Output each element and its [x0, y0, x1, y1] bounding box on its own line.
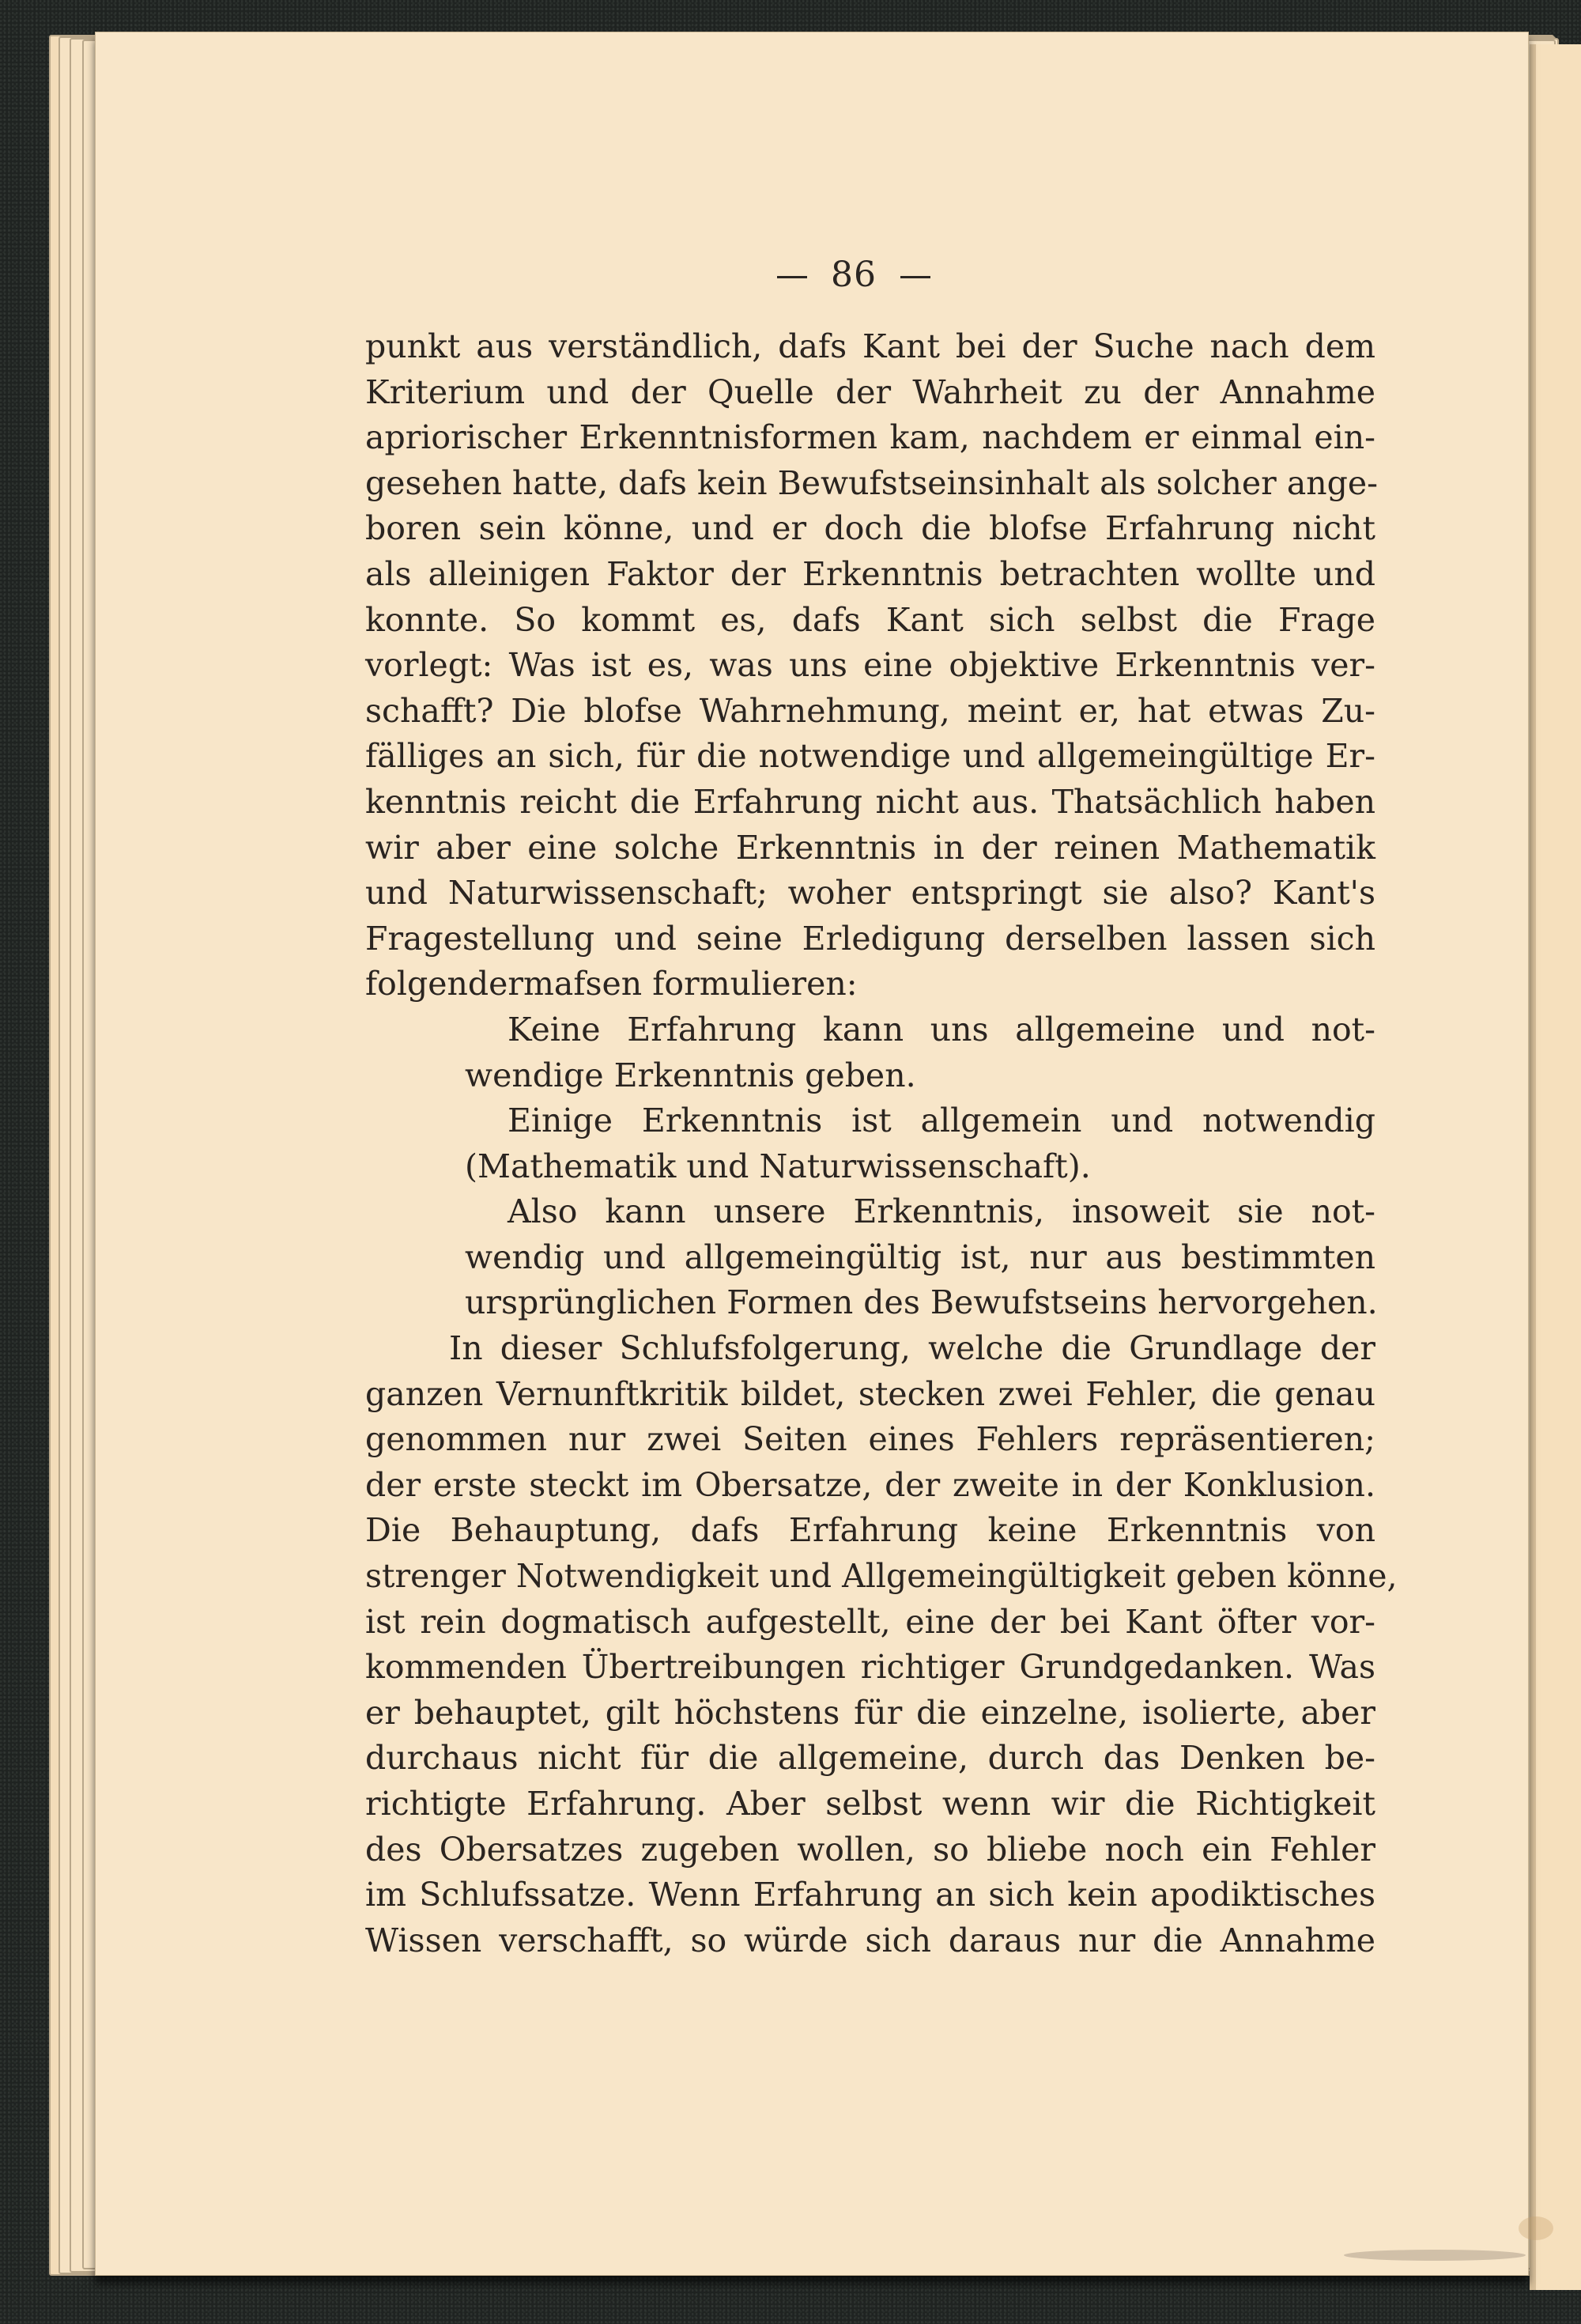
page-number-value: 86	[831, 255, 877, 295]
syllogism-major-premise: Keine Erfahrung kann uns allgemeine und not-	[508, 1010, 1375, 1049]
page-number-dash-right	[900, 276, 930, 278]
text-line: richtigte Erfahrung. Aber selbst wenn wir die Richtigkeit	[365, 1785, 1375, 1823]
text-line: fälliges an sich, für die notwendige und allgemeingültige Er-	[365, 737, 1375, 776]
syllogism-major-premise-cont: wendige Erkenntnis geben.	[465, 1056, 916, 1094]
text-line: boren sein könne, und er doch die blofse Erfahrung nicht	[365, 509, 1375, 548]
syllogism-conclusion-cont: wendig und allgemeingültig ist, nur aus bestimmten	[465, 1238, 1375, 1276]
text-line: der erste steckt im Obersatze, der zweite in der Konklusion.	[365, 1465, 1375, 1504]
text-line: Kriterium und der Quelle der Wahrheit zu der Annahme	[365, 372, 1375, 411]
page-shadow	[1344, 2250, 1526, 2261]
text-line: punkt aus verständlich, dafs Kant bei der Suche nach dem	[365, 327, 1375, 365]
page-number-dash-left	[777, 276, 807, 278]
text-line: er behauptet, gilt höchstens für die einzelne, isolierte, aber	[365, 1693, 1375, 1732]
text-line: als alleinigen Faktor der Erkenntnis betrachten wollte und	[365, 554, 1375, 593]
text-line: Fragestellung und seine Erledigung derselben lassen sich	[365, 919, 1375, 958]
syllogism-conclusion-cont: ursprünglichen Formen des Bewufstseins hervorgehen.	[465, 1283, 1378, 1322]
text-line: im Schlufssatze. Wenn Erfahrung an sich kein apodiktisches	[365, 1876, 1375, 1914]
text-line: ganzen Vernunftkritik bildet, stecken zwei Fehler, die genau	[365, 1374, 1375, 1413]
syllogism-conclusion: Also kann unsere Erkenntnis, insoweit sie not-	[508, 1192, 1375, 1231]
adjacent-page-strip	[1530, 44, 1581, 2290]
text-line: In dieser Schlufsfolgerung, welche die Grundlage der	[449, 1329, 1375, 1368]
paper-stain	[1519, 2216, 1553, 2240]
text-line: kenntnis reicht die Erfahrung nicht aus. Thatsächlich haben	[365, 782, 1375, 821]
text-line: strenger Notwendigkeit und Allgemeingültigkeit geben könne,	[365, 1557, 1398, 1596]
text-line: durchaus nicht für die allgemeine, durch das Denken be-	[365, 1739, 1375, 1778]
text-line: Die Behauptung, dafs Erfahrung keine Erkenntnis von	[365, 1511, 1375, 1550]
text-line: folgendermafsen formulieren:	[365, 965, 858, 1003]
text-line: konnte. So kommt es, dafs Kant sich selbst die Frage	[365, 600, 1375, 639]
syllogism-minor-premise-cont: (Mathematik und Naturwissenschaft).	[465, 1147, 1091, 1185]
text-line: des Obersatzes zugeben wollen, so bliebe noch ein Fehler	[365, 1830, 1375, 1869]
body-text	[365, 324, 1398, 1963]
text-line: gesehen hatte, dafs kein Bewufstseinsinhalt als solcher ange-	[365, 463, 1379, 502]
text-line: kommenden Übertreibungen richtiger Grundgedanken. Was	[365, 1648, 1375, 1687]
page-number	[0, 255, 1581, 295]
text-line: und Naturwissenschaft; woher entspringt sie also? Kant's	[365, 874, 1375, 913]
text-line: vorlegt: Was ist es, was uns eine objektive Erkenntnis ver-	[365, 646, 1375, 685]
text-line: schafft? Die blofse Wahrnehmung, meint er, hat etwas Zu-	[365, 691, 1375, 730]
text-line: wir aber eine solche Erkenntnis in der reinen Mathematik	[365, 828, 1375, 867]
syllogism-minor-premise: Einige Erkenntnis ist allgemein und notwendig	[508, 1102, 1375, 1140]
text-line: Wissen verschafft, so würde sich daraus nur die Annahme	[365, 1921, 1375, 1959]
text-line: genommen nur zwei Seiten eines Fehlers repräsentieren;	[365, 1420, 1375, 1459]
text-line: apriorischer Erkenntnisformen kam, nachdem er einmal ein-	[365, 418, 1375, 457]
text-line: ist rein dogmatisch aufgestellt, eine der bei Kant öfter vor-	[365, 1602, 1375, 1641]
